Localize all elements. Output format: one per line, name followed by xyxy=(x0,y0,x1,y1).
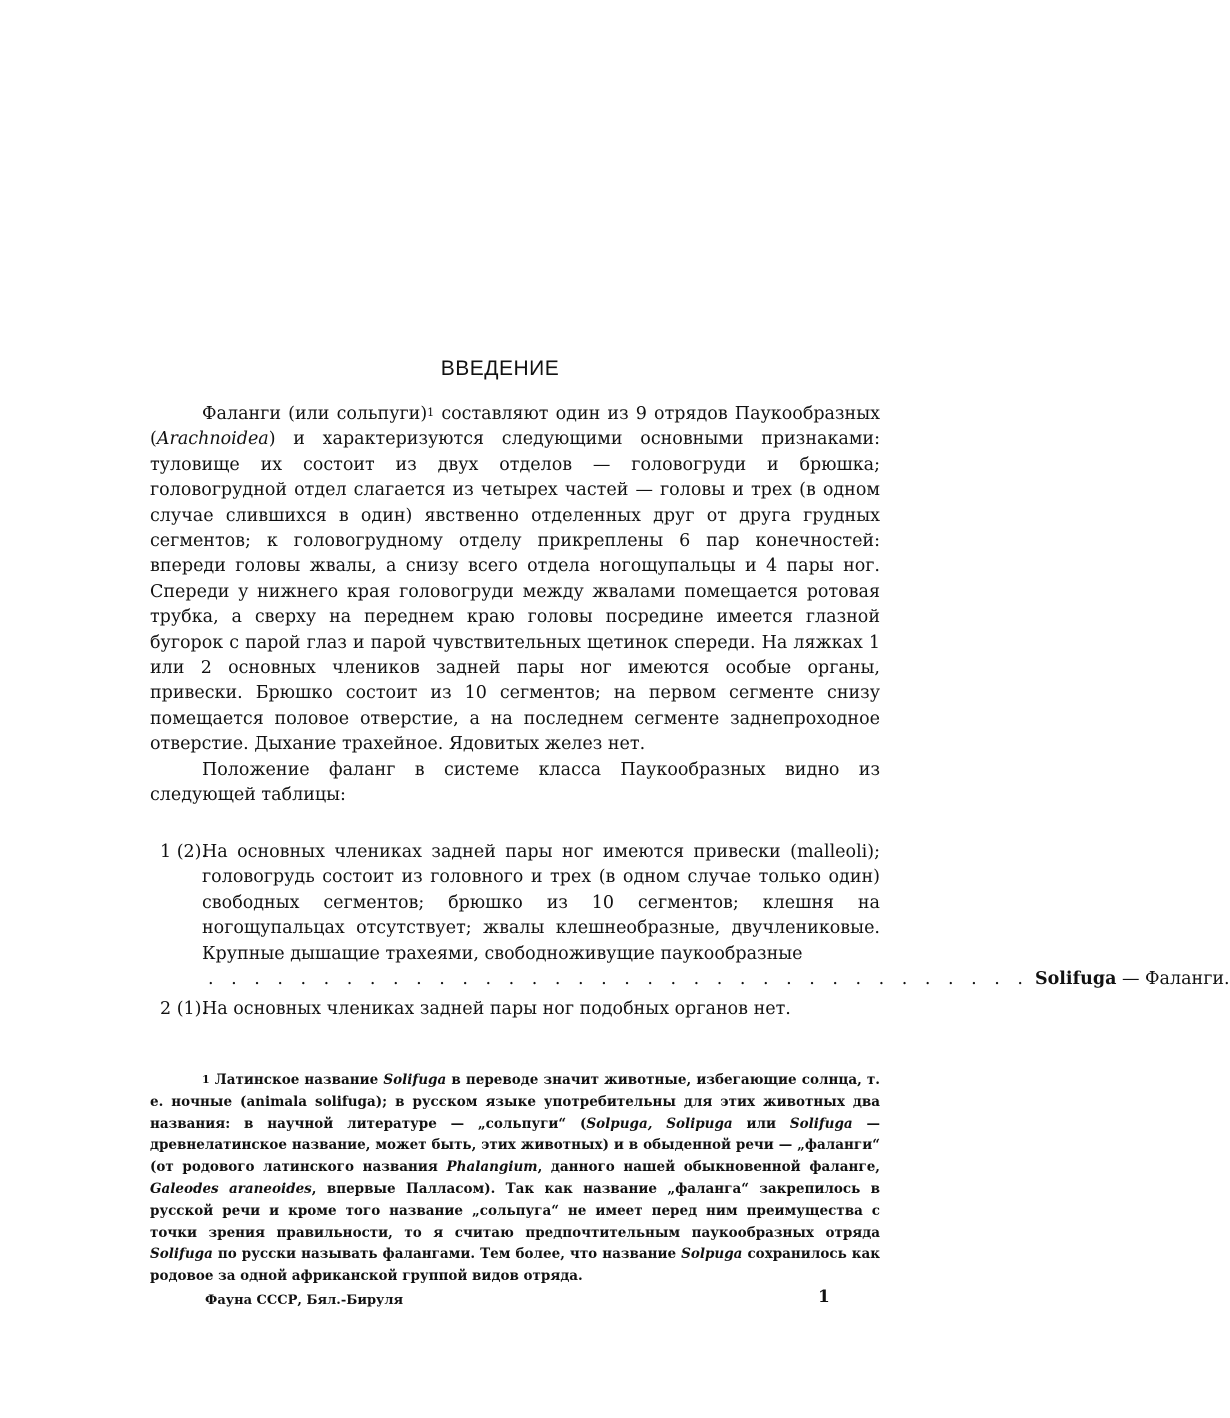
footnote-text: или xyxy=(732,1115,790,1132)
key-item-2 xyxy=(160,997,880,1022)
latin-term: Solpuga, Solipuga xyxy=(586,1115,733,1132)
key-item-number: 2 (1). xyxy=(160,999,208,1019)
footnote-paragraph xyxy=(150,1070,880,1288)
footnote-number: 1 xyxy=(202,1073,210,1086)
intro-p1-start: Фаланги (или сольпуги) xyxy=(202,404,428,424)
page-number: 1 xyxy=(818,1287,830,1307)
latin-term: Solifuga xyxy=(789,1115,853,1132)
footnote-text: сохранилось как родовое за одной африканской группой видов отряда. xyxy=(150,1246,881,1285)
footnote-text: , данного нашей обыкновенной фаланге, xyxy=(537,1159,880,1176)
key-item-text xyxy=(202,840,1230,992)
footnote-text: Латинское название xyxy=(209,1072,384,1088)
page-title: ВВЕДЕНИЕ xyxy=(440,357,560,380)
intro-paragraph-1 xyxy=(150,402,880,758)
key-item-1 xyxy=(160,840,1230,992)
dot-leader: . . . . . . . . . . . . . . . . . . . . . . . . . . . . . . . . . . . . xyxy=(208,969,1029,990)
latin-term: Solpuga xyxy=(681,1246,743,1263)
introduction-text xyxy=(150,402,880,809)
footnote-text: — древнелатинское название, может быть, этих животных) и в обыденной речи — „фаланги“ (от родового латинского названия xyxy=(150,1115,880,1176)
latin-term: Solifuga xyxy=(150,1246,213,1263)
key-leader-line xyxy=(202,967,1230,992)
common-name: — Фаланги. xyxy=(1116,969,1230,990)
key-item-text: На основных члениках задней пары ног подобных органов нет. xyxy=(202,999,791,1019)
latin-term: Arachnoidea xyxy=(156,429,269,450)
key-result xyxy=(1035,967,1230,992)
intro-paragraph-2: Положение фаланг в системе класса Паукообразных видно из следующей таблицы: xyxy=(150,759,880,806)
intro-p1-end: ) и характеризуются следующими основными признаками: туловище их состоит из двух отделов — головогруди и брюшка; головогрудной отдел слагается из четырех частей — головы и трех (в одном случае слившихся в один) явственно отделенных друг от друга грудных сегментов; к головогрудному отделу прикреплены 6 пар конечностей: впереди головы жвалы, а снизу всего отдела ногощупальцы и 4 пары ног. Спереди у нижнего края головогруди между жвалами помещается ротовая трубка, а сверху на переднем краю головы посредине имеется глазной бугорок с парой глаз и парой чувствительных щетинок спереди. На ляжках 1 или 2 основных члеников задней пары ног имеются особые органы, привески. Брюшко состоит из 10 сегментов; на первом сегменте снизу помещается половое отверстие, а на последнем сегменте заднепроходное отверстие. Дыхание трахейное. Ядовитых желез нет. xyxy=(150,429,880,755)
footnote-reference: 1 xyxy=(427,406,435,419)
latin-term: Phalangium xyxy=(446,1159,538,1176)
footnote-text: , впервые Палласом). Так как название „фаланга“ закрепилось в русской речи и кроме того название „сольпуга“ не имеет перед ним преимущества с точки зрения правильности, то я считаю предпочтительным паукообразных отряда xyxy=(150,1180,880,1241)
latin-term: Solifuga xyxy=(383,1072,447,1088)
intro-p1-mid: составляют один из 9 отрядов Паукообразных ( xyxy=(150,404,880,450)
key-item-description: На основных члениках задней пары ног имеются привески (malleoli); головогрудь состоит из головного и трех (в одном случае только один) свободных сегментов; брюшко из 10 сегментов; клешня на ногощупальцах отсутствует; жвалы клешнеобразные, двучлениковые. Крупные дышащие трахеями, свободноживущие паукообразные xyxy=(202,842,880,964)
latin-term: Galeodes araneoides xyxy=(150,1180,312,1197)
key-item-number: 1 (2). xyxy=(160,842,208,862)
footnote xyxy=(150,1070,880,1288)
footnote-text: по русски называть фалангами. Тем более, что название xyxy=(212,1246,682,1263)
footnote-text: в переводе значит животные, избегающие солнца, т. е. ночные (animala solifuga); в русском языке употребительны для этих животных два названия: в научной литературе — „сольпуги“ ( xyxy=(150,1072,880,1132)
running-footer: Фауна СССР, Бял.-Бируля xyxy=(205,1293,404,1308)
taxon-name: Solifuga xyxy=(1034,969,1117,990)
